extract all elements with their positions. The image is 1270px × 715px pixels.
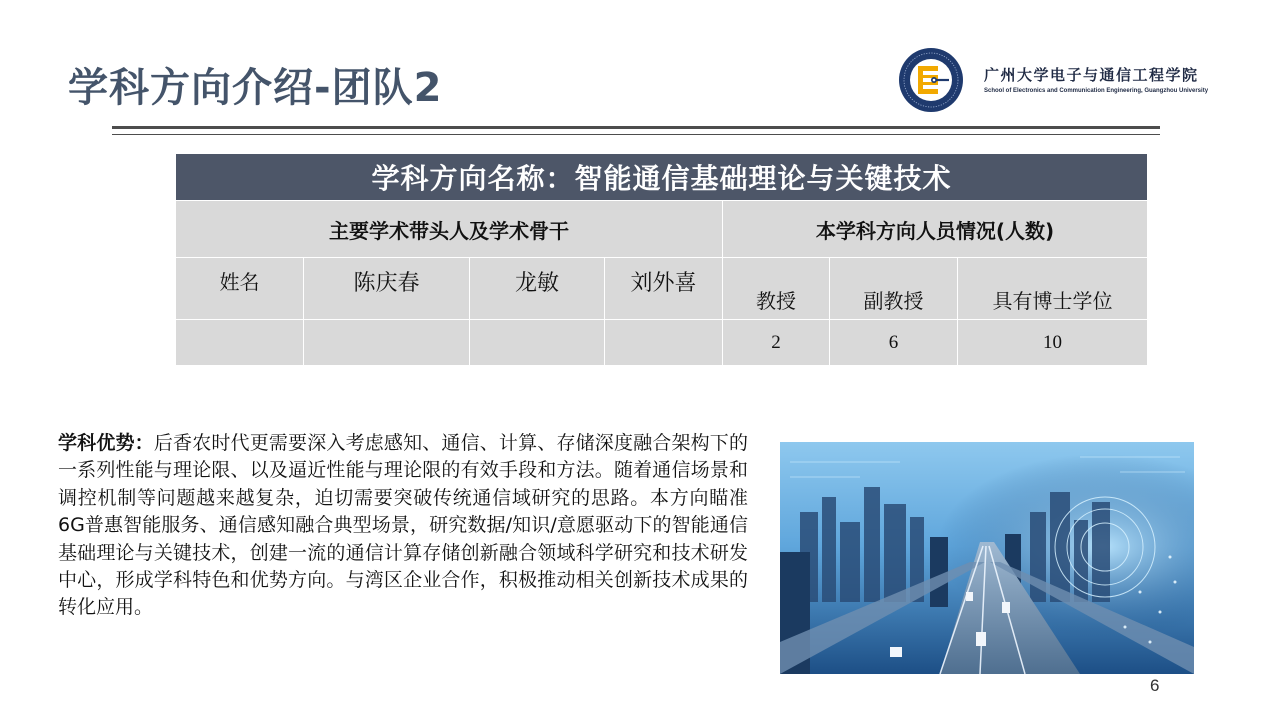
- divider-thin: [112, 134, 1160, 135]
- empty-cell: [470, 320, 605, 366]
- empty-cell: [605, 320, 723, 366]
- section-leaders-label: 主要学术带头人及学术骨干: [176, 201, 723, 258]
- university-emblem-icon: [898, 47, 964, 113]
- divider-thick: [112, 126, 1160, 129]
- smart-city-highway-image: [780, 442, 1194, 674]
- table-header: 学科方向名称：智能通信基础理论与关键技术: [176, 154, 1148, 201]
- leader-name: 陈庆春: [304, 258, 470, 320]
- rank-label-professor: 教授: [723, 258, 830, 320]
- count-professor: 2: [723, 320, 830, 366]
- name-label: 姓名: [176, 258, 304, 320]
- advantage-text: 后香农时代更需要深入考虑感知、通信、计算、存储深度融合架构下的一系列性能与理论限、以及逼近性能与理论限的有效手段和方法。随着通信场景和调控机制等问题越来越复杂，迫切需要突破传统通信域研究的思路。本方向瞄准6G普惠智能服务、通信感知融合典型场景，研究数据/知识/意愿驱动下的智能通信基础理论与关键技术，创建一流的通信计算存储创新融合领域科学研究和技术研发中心，形成学科特色和优势方向。与湾区企业合作，积极推动相关创新技术成果的转化应用。: [58, 432, 748, 619]
- rank-label-phd: 具有博士学位: [958, 258, 1148, 320]
- leader-name: 刘外喜: [605, 258, 723, 320]
- advantage-label: 学科优势：: [58, 432, 154, 454]
- count-phd: 10: [958, 320, 1148, 366]
- logo-name-en: School of Electronics and Communication Engineering, Guangzhou University: [984, 88, 1209, 94]
- logo-wordmark: [984, 64, 1208, 94]
- advantage-paragraph: [58, 430, 748, 622]
- empty-cell: [304, 320, 470, 366]
- count-associate: 6: [830, 320, 958, 366]
- team-info-table: [175, 153, 1148, 366]
- rank-label-associate: 副教授: [830, 258, 958, 320]
- leader-name: 龙敏: [470, 258, 605, 320]
- section-staff-label: 本学科方向人员情况(人数): [723, 201, 1148, 258]
- empty-cell: [176, 320, 304, 366]
- page-title: 学科方向介绍-团队2: [68, 65, 443, 111]
- logo-name-cn: 广州大学电子与通信工程学院: [984, 66, 1199, 84]
- page-number: 6: [1150, 676, 1160, 695]
